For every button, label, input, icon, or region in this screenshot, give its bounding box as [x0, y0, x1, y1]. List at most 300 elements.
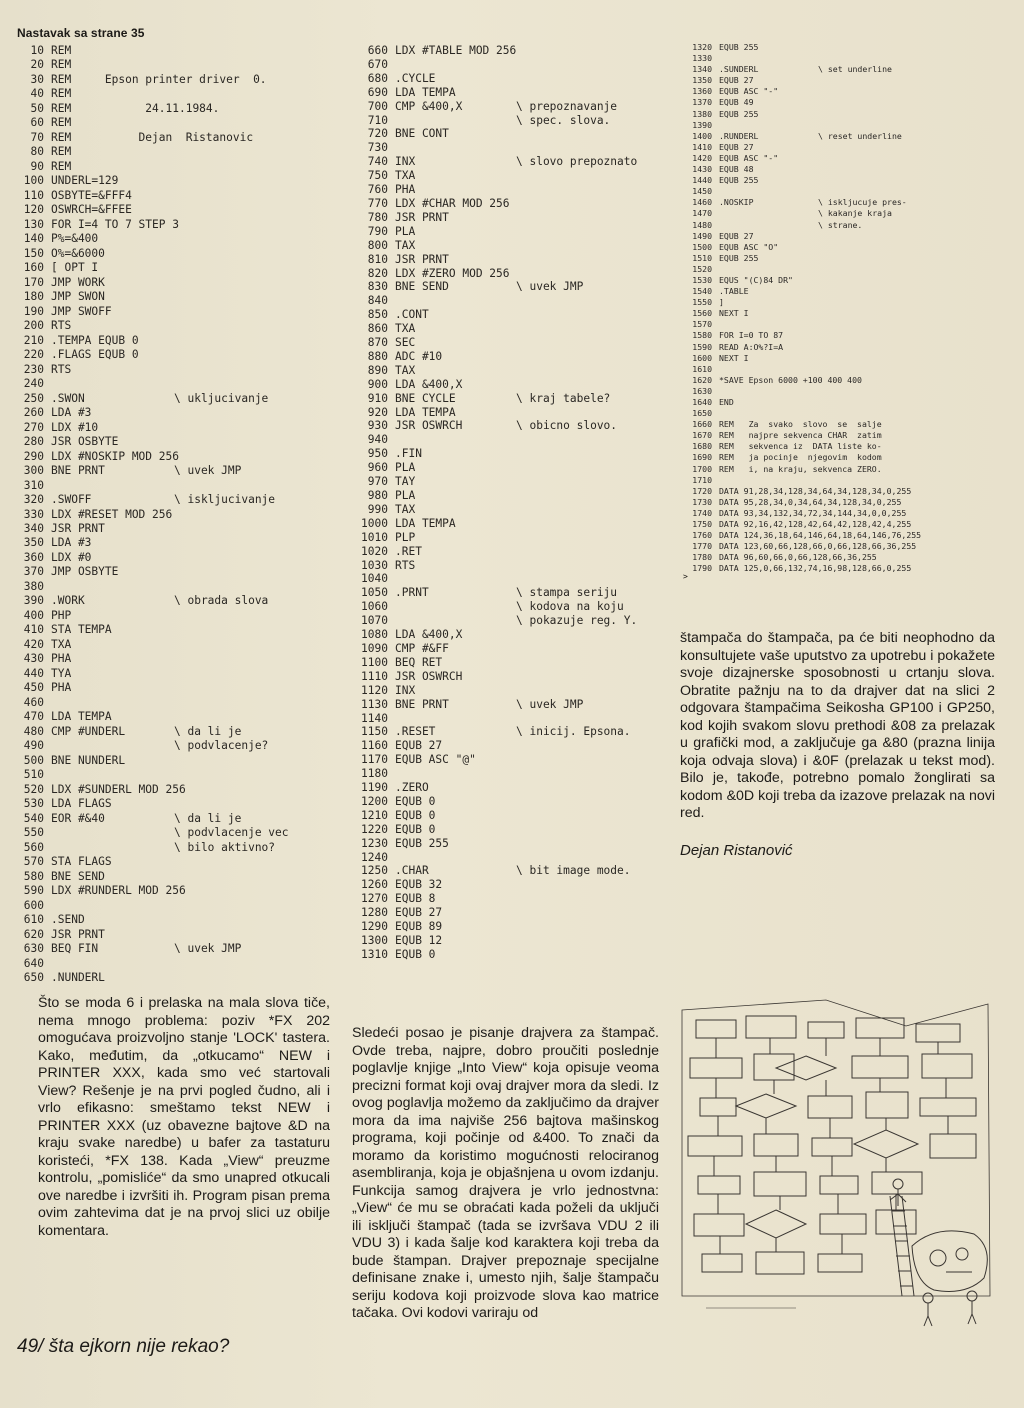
line-code: PLA — [395, 461, 416, 475]
line-code: PHP — [51, 608, 72, 622]
line-number: 1490 — [692, 230, 712, 241]
line-number: 470 — [23, 710, 44, 724]
listing-line — [352, 461, 637, 475]
line-code: EQUB 27 — [395, 739, 443, 753]
line-comment: \ inicij. Epsona. — [516, 725, 631, 739]
line-code: EQUB 27 — [719, 141, 754, 152]
listing-line — [16, 218, 289, 232]
line-code: EOR #&40 — [51, 811, 105, 825]
listing-line — [352, 267, 637, 281]
line-number: 1510 — [692, 252, 712, 263]
listing-line — [16, 884, 289, 898]
line-code: BNE SEND — [395, 280, 449, 294]
line-number: 1600 — [692, 352, 712, 363]
line-code: EQUB 8 — [395, 892, 436, 906]
line-code: PHA — [51, 652, 72, 666]
listing-line — [352, 44, 637, 58]
line-number: 990 — [367, 502, 388, 516]
line-number: 1300 — [361, 934, 388, 947]
line-code — [719, 364, 818, 375]
line-code: O%=&6000 — [51, 246, 105, 260]
line-code — [395, 433, 516, 447]
line-code: EQUB 255 — [719, 108, 759, 119]
line-number: 700 — [367, 99, 388, 113]
line-number: 1040 — [361, 572, 388, 586]
line-number: 710 — [367, 113, 388, 127]
listing-line — [352, 211, 637, 225]
listing-line — [682, 42, 907, 53]
line-code: LDX #TABLE MOD 256 — [395, 44, 517, 57]
line-number: 140 — [23, 232, 44, 246]
listing-line — [16, 116, 289, 130]
listing-line — [352, 197, 637, 211]
listing-line — [682, 75, 907, 86]
line-number: 690 — [367, 85, 388, 99]
line-number: 490 — [23, 739, 44, 753]
line-number: 1330 — [692, 53, 712, 64]
listing-line — [352, 127, 637, 141]
line-number: 1000 — [361, 516, 388, 530]
line-code: EQUB 255 — [395, 836, 449, 850]
line-code: LDA TEMPA — [395, 405, 456, 419]
listing-line — [16, 870, 289, 884]
line-code: SEC — [395, 336, 416, 350]
line-code: RTS — [51, 362, 72, 376]
line-number: 10 — [30, 44, 44, 57]
line-code: BNE SEND — [51, 869, 105, 883]
line-number: 190 — [23, 304, 44, 318]
line-number: 500 — [23, 753, 44, 767]
line-code: LDA TEMPA — [395, 85, 456, 99]
listing-line — [352, 795, 637, 809]
line-code: BNE CONT — [395, 127, 449, 141]
line-code: ] — [719, 297, 724, 308]
line-number: 70 — [30, 130, 44, 144]
listing-line — [682, 441, 907, 452]
line-code: .SWOFF — [51, 493, 92, 507]
line-number: 820 — [367, 266, 388, 280]
line-code — [395, 141, 516, 155]
cartoon-illustration — [676, 996, 994, 1328]
line-code: PLA — [395, 489, 416, 502]
line-number: 780 — [367, 210, 388, 224]
line-comment: \ podvlacenje? — [174, 739, 269, 753]
line-code: LDX #10 — [51, 420, 99, 434]
line-number: 350 — [23, 536, 44, 550]
line-number: 960 — [367, 461, 388, 475]
line-number: 1670 — [692, 430, 712, 441]
line-code: TYA — [51, 666, 72, 680]
listing-line — [352, 586, 637, 600]
line-code: LDX #SUNDERL MOD 256 — [51, 782, 186, 796]
line-code: TXA — [51, 637, 72, 651]
line-number: 20 — [30, 58, 44, 72]
line-number: 360 — [23, 550, 44, 564]
listing-line — [352, 614, 637, 628]
line-code — [395, 767, 516, 781]
line-code: DATA 123,60,66,128,66,0,66,128,66,36,255 — [719, 541, 917, 552]
listing-line — [682, 541, 917, 552]
line-code: .CHAR — [395, 864, 429, 878]
line-number: 460 — [23, 695, 44, 709]
listing-line — [682, 164, 907, 175]
line-comment: \ spec. slova. — [516, 113, 611, 127]
line-number: 1050 — [361, 586, 388, 600]
listing-line — [682, 175, 907, 186]
listing-line — [16, 942, 289, 956]
listing-line — [352, 364, 637, 378]
line-code: EQUB 0 — [395, 794, 436, 808]
line-number: 50 — [30, 101, 44, 115]
listing-line — [352, 878, 637, 892]
line-number: 320 — [23, 493, 44, 507]
line-number: 1030 — [361, 558, 388, 572]
line-code: TAX — [395, 238, 416, 252]
listing-line — [16, 696, 289, 710]
line-number: 260 — [23, 406, 44, 420]
listing-line — [352, 225, 637, 239]
line-code: EQUB 255 — [719, 175, 759, 186]
line-number: 410 — [23, 623, 44, 637]
line-code: TAX — [395, 363, 416, 377]
line-number: 580 — [23, 869, 44, 883]
line-code: CMP &400,X — [395, 99, 463, 113]
listing-line — [352, 169, 637, 183]
line-number: 370 — [23, 565, 44, 579]
line-code: RTS — [395, 558, 416, 572]
line-code: .ZERO — [395, 781, 429, 795]
listing-line — [16, 855, 289, 869]
line-code: ADC #10 — [395, 349, 443, 363]
line-code: FOR I=0 TO 87 — [719, 330, 784, 341]
listing-line — [682, 497, 907, 508]
listing-line — [352, 642, 637, 656]
line-number: 630 — [23, 942, 44, 956]
listing-line — [16, 739, 289, 753]
line-code: NEXT I — [719, 352, 749, 363]
line-code — [51, 899, 174, 913]
listing-line — [16, 232, 289, 246]
line-number: 1410 — [692, 141, 712, 152]
listing-line — [16, 87, 289, 101]
line-number: 1590 — [692, 341, 712, 352]
line-code — [51, 580, 174, 594]
line-code: DATA 125,0,66,132,74,16,98,128,66,0,255 — [719, 563, 912, 574]
line-code: READ A:O%?I=A — [719, 341, 784, 352]
article-paragraph-middle: Sledeći posao je pisanje drajvera za štampač. Ovde treba, najpre, dobro proučiti poslednje poglavlje knjige „Into View“ koja opisuje veoma precizni format koji ovaj drajver mora da sledi. Iz ovog poglavlja možemo da zaključimo da drajver mora da ima najviše 256 bajtova mašinskog programa, koji počinje od &400. To znači da moramo da koristimo mogućnosti relociranog asembliranja, koja je objašnjena u ovom izdanju. Funkcija samog drajvera je vrlo jednostvna: „View“ će mu se obraćati kada poželi da uključi ili isključi štampač (tada se izvršava VDU 2 ili VDU 3) i kada šalje kod karaktera koji treba da bude štampan. Drajver prepoznaje specijalne definisane znake i, umesto njih, šalje štampaču seriju kodova koji proizvode slova kao matrice tačaka. Ovi kodovi variraju od — [352, 1025, 659, 1321]
listing-line — [352, 183, 637, 197]
line-number: 1210 — [361, 808, 388, 822]
listing-line — [16, 551, 289, 565]
line-comment: \ uvek JMP — [516, 697, 584, 711]
line-code: OSWRCH=&FFEE — [51, 203, 132, 217]
line-code: .PRNT — [395, 586, 429, 600]
line-number: 620 — [23, 927, 44, 941]
line-number: 1440 — [692, 175, 712, 186]
line-comment: \ kakanje kraja — [818, 208, 892, 219]
listing-line — [16, 609, 289, 623]
listing-line — [352, 489, 637, 503]
line-code: REM sekvenca iz DATA liste ko- — [719, 441, 882, 452]
line-code: REM — [51, 159, 72, 173]
listing-line — [16, 435, 289, 449]
listing-line — [352, 823, 637, 837]
listing-line — [682, 53, 907, 64]
listing-line — [16, 536, 289, 550]
listing-line — [682, 375, 907, 386]
line-code: .FLAGS EQUB 0 — [51, 348, 139, 362]
line-number: 420 — [23, 637, 44, 651]
line-number: 1260 — [361, 878, 388, 892]
listing-line — [682, 552, 907, 563]
line-code: NEXT I — [719, 308, 749, 319]
listing-line — [16, 638, 289, 652]
listing-line — [16, 319, 289, 333]
listing-line — [682, 186, 907, 197]
listing-line — [16, 754, 289, 768]
line-number: 1610 — [692, 363, 712, 374]
line-number: 550 — [23, 826, 44, 840]
line-code: REM — [51, 116, 72, 130]
line-number: 1360 — [692, 86, 712, 97]
listing-line — [16, 276, 289, 290]
line-number: 310 — [23, 478, 44, 492]
listing-line — [682, 408, 907, 419]
line-code: REM — [51, 87, 72, 101]
line-code — [719, 319, 818, 330]
listing-line — [352, 253, 637, 267]
line-code — [395, 572, 516, 586]
line-code — [395, 600, 516, 614]
line-code: DATA 96,60,66,0,66,128,66,36,255 — [719, 552, 877, 563]
listing-line — [16, 623, 289, 637]
line-code — [51, 479, 174, 493]
listing-line — [682, 97, 907, 108]
line-number: 100 — [23, 174, 44, 188]
line-number: 560 — [23, 840, 44, 854]
line-code: EQUB 0 — [395, 822, 436, 836]
line-code: .CONT — [395, 308, 429, 322]
line-code: .SEND — [51, 913, 85, 927]
line-code: LDA TEMPA — [51, 710, 112, 724]
line-number: 280 — [23, 435, 44, 449]
listing-line — [682, 330, 907, 341]
line-code — [51, 957, 174, 971]
line-number: 1420 — [692, 152, 712, 163]
line-number: 1060 — [361, 600, 388, 614]
line-code: REM najpre sekvenca CHAR zatim — [719, 430, 882, 441]
listing-line — [16, 479, 289, 493]
listing-line — [352, 155, 637, 169]
listing-line — [352, 86, 637, 100]
listing-line — [682, 142, 907, 153]
line-comment: \ set underline — [818, 64, 892, 75]
line-number: 290 — [23, 449, 44, 463]
line-code: TAY — [395, 475, 416, 489]
line-code: STA FLAGS — [51, 855, 112, 869]
line-number: 1080 — [361, 628, 388, 642]
line-number: 90 — [30, 159, 44, 173]
line-code: JSR OSWRCH — [395, 419, 463, 433]
line-number: 330 — [23, 507, 44, 521]
line-code: LDA #3 — [51, 406, 92, 420]
line-comment: \ kraj tabele? — [516, 391, 611, 405]
line-code: REM i, na kraju, sekvenca ZERO. — [719, 463, 882, 474]
line-code — [51, 768, 174, 782]
line-number: 80 — [30, 145, 44, 159]
listing-line — [16, 899, 289, 913]
line-code: REM — [51, 44, 72, 57]
listing-line — [352, 392, 637, 406]
listing-line — [682, 131, 907, 142]
listing-line — [352, 336, 637, 350]
listing-line — [682, 342, 907, 353]
line-code: REM 24.11.1984. — [51, 101, 220, 115]
line-code — [51, 826, 174, 840]
line-number: 1120 — [361, 683, 388, 697]
line-code: JSR PRNT — [395, 210, 449, 224]
line-number: 1500 — [692, 241, 712, 252]
line-code: .NOSKIP — [719, 197, 754, 208]
line-number: 1280 — [361, 906, 388, 920]
line-number: 480 — [23, 724, 44, 738]
line-number: 930 — [367, 419, 388, 433]
line-number: 340 — [23, 521, 44, 535]
listing-line — [16, 450, 289, 464]
line-code — [51, 841, 174, 855]
line-number: 300 — [23, 464, 44, 478]
listing-line — [16, 812, 289, 826]
line-number: 380 — [23, 579, 44, 593]
listing-line — [352, 851, 637, 865]
line-code: INX — [395, 155, 416, 169]
line-code — [395, 114, 516, 128]
line-comment: \ kodova na koju — [516, 600, 624, 614]
line-code: BEQ FIN — [51, 942, 99, 956]
line-code: EQUB 255 — [719, 252, 759, 263]
line-code: PLP — [395, 530, 416, 544]
line-code: EQUB 255 — [719, 42, 759, 52]
line-code: JSR PRNT — [51, 521, 105, 535]
article-paragraph-left: Što se moda 6 i prelaska na mala slova tiče, nema mnogo problema: poziv *FX 202 omogućava proizvoljno stanje 'LOCK' tastera. Kako, međutim, da „otkucamo“ NEW i PRINTER XXX, kada smo već startovali View? Rešenje je na prvi pogled čudno, ali i vrlo efikasno: smeštamo tekst NEW i PRINTER XXX (uz obavezne bajtove &D na kraju svake naredbe) u bafer za tastaturu koristeći, *FX 138. Kada „View“ preuzme kontrolu, „pomisliće“ da smo unapred otkucali ove naredbe i izvršiti ih. Program pisan prema ovim zahtevima dat je na prvoj slici uz obilje komentara. — [38, 995, 330, 1239]
line-code: REM — [51, 145, 72, 159]
line-number: 450 — [23, 681, 44, 695]
listing-line — [682, 475, 907, 486]
listing-line — [682, 242, 907, 253]
listing-line — [352, 712, 637, 726]
listing-line — [352, 72, 637, 86]
line-code — [395, 712, 516, 726]
listing-line — [16, 58, 289, 72]
line-number: 890 — [367, 363, 388, 377]
listing-line — [16, 464, 289, 478]
line-code: BNE PRNT — [51, 464, 105, 478]
listing-line — [16, 305, 289, 319]
line-number: 1620 — [692, 374, 712, 385]
listing-line — [16, 508, 289, 522]
line-code: INX — [395, 683, 416, 697]
line-number: 1640 — [692, 397, 712, 407]
listing-line — [682, 120, 907, 131]
line-code: .RUNDERL — [719, 130, 759, 141]
listing-line — [682, 109, 907, 120]
line-number: 1020 — [361, 544, 388, 558]
line-number: 250 — [23, 391, 44, 405]
line-code: .TEMPA EQUB 0 — [51, 333, 139, 347]
line-code: JMP OSBYTE — [51, 565, 119, 579]
listing-line — [352, 864, 637, 878]
line-code — [719, 208, 818, 219]
basic-listing-column-2 — [352, 44, 637, 962]
listing-line — [682, 208, 907, 219]
listing-line — [352, 698, 637, 712]
line-number: 770 — [367, 196, 388, 210]
listing-line — [16, 44, 289, 58]
listing-line — [16, 102, 289, 116]
listing-line — [352, 837, 637, 851]
line-number: 800 — [367, 238, 388, 252]
line-number: 910 — [367, 391, 388, 405]
line-code — [395, 58, 516, 72]
line-number: 160 — [23, 261, 44, 275]
author-byline: Dejan Ristanović — [680, 842, 793, 859]
line-number: 1560 — [692, 308, 712, 319]
line-number: 40 — [30, 87, 44, 101]
listing-line — [352, 559, 637, 573]
line-code: JMP SWON — [51, 290, 105, 304]
line-number: 1100 — [361, 655, 388, 669]
listing-line — [16, 290, 289, 304]
listing-line — [352, 517, 637, 531]
line-code — [719, 120, 818, 131]
line-number: 1190 — [361, 781, 388, 795]
listing-line — [16, 392, 289, 406]
line-number: 1470 — [692, 208, 712, 219]
line-code: LDA &400,X — [395, 377, 463, 391]
listing-line — [352, 934, 637, 948]
line-number: 1550 — [692, 297, 712, 308]
line-comment: \ iskljucuje pres- — [818, 197, 907, 208]
line-number: 1750 — [692, 519, 712, 530]
line-number: 1430 — [692, 164, 712, 175]
line-number: 1200 — [361, 794, 388, 808]
listing-line — [682, 319, 907, 330]
line-code: EQUB 27 — [395, 906, 443, 920]
listing-prompt: > — [683, 572, 688, 581]
listing-line — [16, 565, 289, 579]
line-number: 1400 — [692, 130, 712, 141]
line-code — [719, 53, 818, 64]
line-number: 1170 — [361, 753, 388, 767]
line-number: 1460 — [692, 197, 712, 208]
line-code — [51, 739, 174, 753]
line-number: 680 — [367, 71, 388, 85]
listing-line — [16, 725, 289, 739]
line-code: JMP WORK — [51, 275, 105, 289]
line-code: RTS — [51, 319, 72, 333]
line-number: 1540 — [692, 286, 712, 297]
listing-line — [352, 58, 637, 72]
line-comment: \ strane. — [818, 219, 863, 230]
listing-line — [682, 530, 922, 541]
listing-line — [16, 681, 289, 695]
listing-line — [352, 572, 637, 586]
line-comment: \ uvek JMP — [174, 464, 242, 478]
line-number: 60 — [30, 116, 44, 130]
line-code: REM Za svako slovo se salje — [719, 419, 882, 430]
listing-line — [352, 531, 637, 545]
line-code — [395, 851, 516, 865]
